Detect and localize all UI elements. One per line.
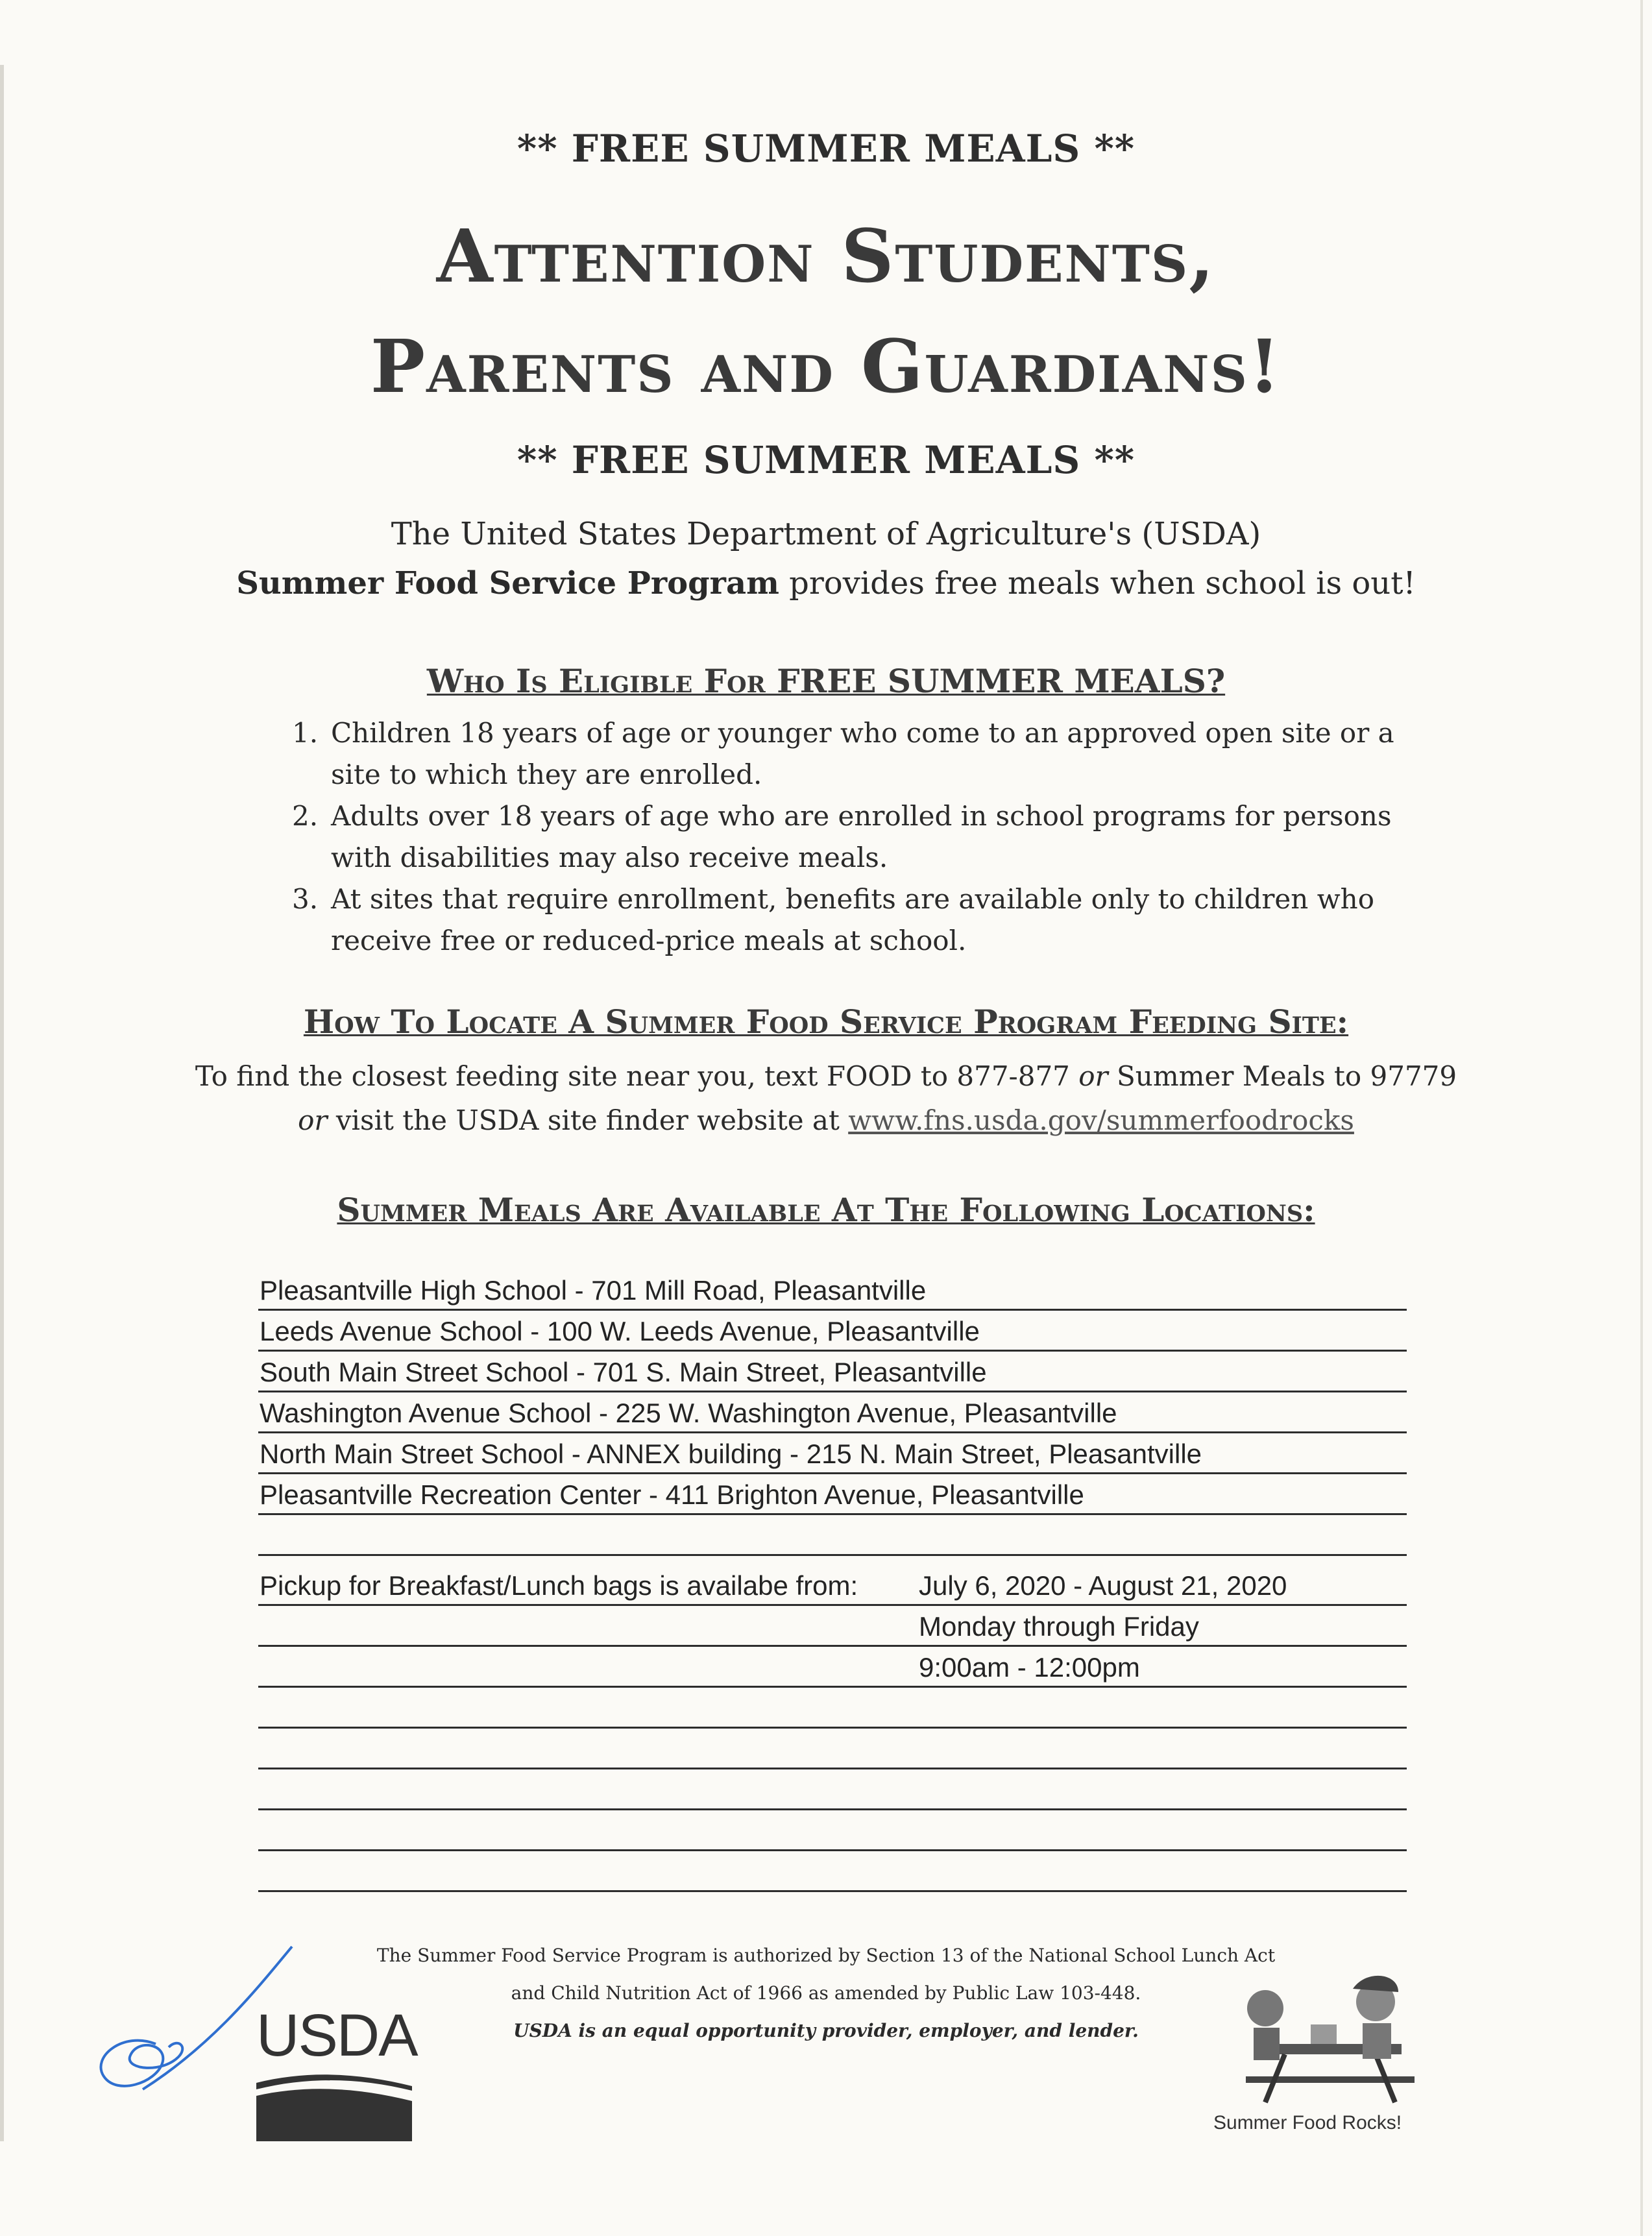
locate-heading: How To Locate A Summer Food Service Program Feeding Site:	[303, 1003, 1349, 1041]
locate-line-1	[0, 1054, 1652, 1099]
list-item-number: 2.	[292, 800, 319, 832]
locate-line-1-or: or	[1078, 1060, 1108, 1092]
table-row	[258, 1391, 1407, 1433]
list-item-number: 1.	[292, 717, 319, 749]
pickup-hours: 9:00am - 12:00pm	[919, 1652, 1140, 1683]
footer-line-2: and Child Nutrition Act of 1966 as amended by Public Law 103-448.	[511, 1982, 1141, 2004]
table-row-pickup-days	[258, 1605, 1407, 1647]
summer-food-rocks-caption: Summer Food Rocks!	[1213, 2112, 1402, 2133]
pickup-dates: July 6, 2020 - August 21, 2020	[919, 1570, 1287, 1601]
footer-line-1: The Summer Food Service Program is authorized by Section 13 of the National School Lunch Act	[376, 1945, 1276, 1966]
pickup-label: Pickup for Breakfast/Lunch bags is availabe from:	[260, 1570, 858, 1601]
table-row-empty	[258, 1686, 1407, 1729]
banner-bottom: ** FREE SUMMER MEALS **	[516, 438, 1136, 482]
table-row-empty	[258, 1727, 1407, 1769]
list-item-text: At sites that require enrollment, benefits are available only to children who receive free or reduced-price meals at school.	[331, 883, 1374, 956]
locate-line-1-b: Summer Meals to 97779	[1117, 1060, 1457, 1092]
pickup-days: Monday through Friday	[919, 1611, 1199, 1642]
table-row	[258, 1309, 1407, 1352]
table-row	[258, 1350, 1407, 1392]
location-text: North Main Street School - ANNEX building - 215 N. Main Street, Pleasantville	[260, 1439, 1202, 1469]
location-text: Leeds Avenue School - 100 W. Leeds Avenue, Pleasantville	[260, 1316, 980, 1346]
table-row-empty	[258, 1850, 1407, 1892]
locations-heading: Summer Meals Are Available At The Following Locations:	[337, 1191, 1315, 1229]
usda-logo	[256, 2002, 417, 2132]
program-name: Summer Food Service Program	[236, 565, 779, 602]
table-row	[258, 1473, 1407, 1515]
table-row-pickup	[258, 1564, 1407, 1606]
location-text: Washington Avenue School - 225 W. Washington Avenue, Pleasantville	[260, 1398, 1117, 1428]
locate-line-2	[0, 1099, 1652, 1143]
locate-line-2-or: or	[298, 1104, 328, 1136]
intro	[0, 509, 1652, 608]
intro-line-1: The United States Department of Agriculture's (USDA)	[391, 516, 1261, 552]
list-item	[292, 712, 1395, 796]
list-item-number: 3.	[292, 883, 319, 915]
usda-logo-mark	[256, 2070, 412, 2141]
table-row-empty	[258, 1809, 1407, 1851]
list-item	[292, 796, 1395, 879]
table-row-pickup-hours	[258, 1646, 1407, 1688]
title-line-1: Attention Students,	[436, 214, 1216, 299]
locate-line-1-a: To find the closest feeding site near you, text FOOD to 877-877	[195, 1060, 1070, 1092]
eligibility-heading: Who Is Eligible For FREE SUMMER MEALS?	[426, 662, 1226, 700]
footer-line-3: USDA is an equal opportunity provider, employer, and lender.	[513, 2020, 1139, 2041]
location-text: South Main Street School - 701 S. Main Street, Pleasantville	[260, 1357, 987, 1387]
locate-text	[0, 1054, 1652, 1143]
table-row	[258, 1432, 1407, 1474]
table-row	[258, 1269, 1407, 1311]
usda-site-finder-link[interactable]: www.fns.usda.gov/summerfoodrocks	[848, 1104, 1354, 1136]
banner-top: ** FREE SUMMER MEALS **	[516, 127, 1136, 171]
title-line-2: Parents and Guardians!	[370, 324, 1282, 409]
usda-logo-text: USDA	[256, 2002, 417, 2069]
list-item	[292, 879, 1395, 962]
list-item-text: Adults over 18 years of age who are enrolled in school programs for persons with disabilities may also receive meals.	[331, 800, 1392, 873]
list-item-text: Children 18 years of age or younger who come to an approved open site or a site to which they are enrolled.	[331, 717, 1394, 790]
locate-line-2-a: visit the USDA site finder website at	[335, 1104, 840, 1136]
location-text: Pleasantville Recreation Center - 411 Brighton Avenue, Pleasantville	[260, 1479, 1084, 1510]
summer-food-rocks-illustration	[1220, 1973, 1434, 2109]
intro-line-2-rest: provides free meals when school is out!	[789, 565, 1416, 602]
intro-line-2	[0, 559, 1652, 608]
table-row-empty	[258, 1768, 1407, 1810]
location-text: Pleasantville High School - 701 Mill Road, Pleasantville	[260, 1275, 927, 1306]
table-row-empty	[258, 1514, 1407, 1556]
eligibility-list	[292, 712, 1395, 962]
